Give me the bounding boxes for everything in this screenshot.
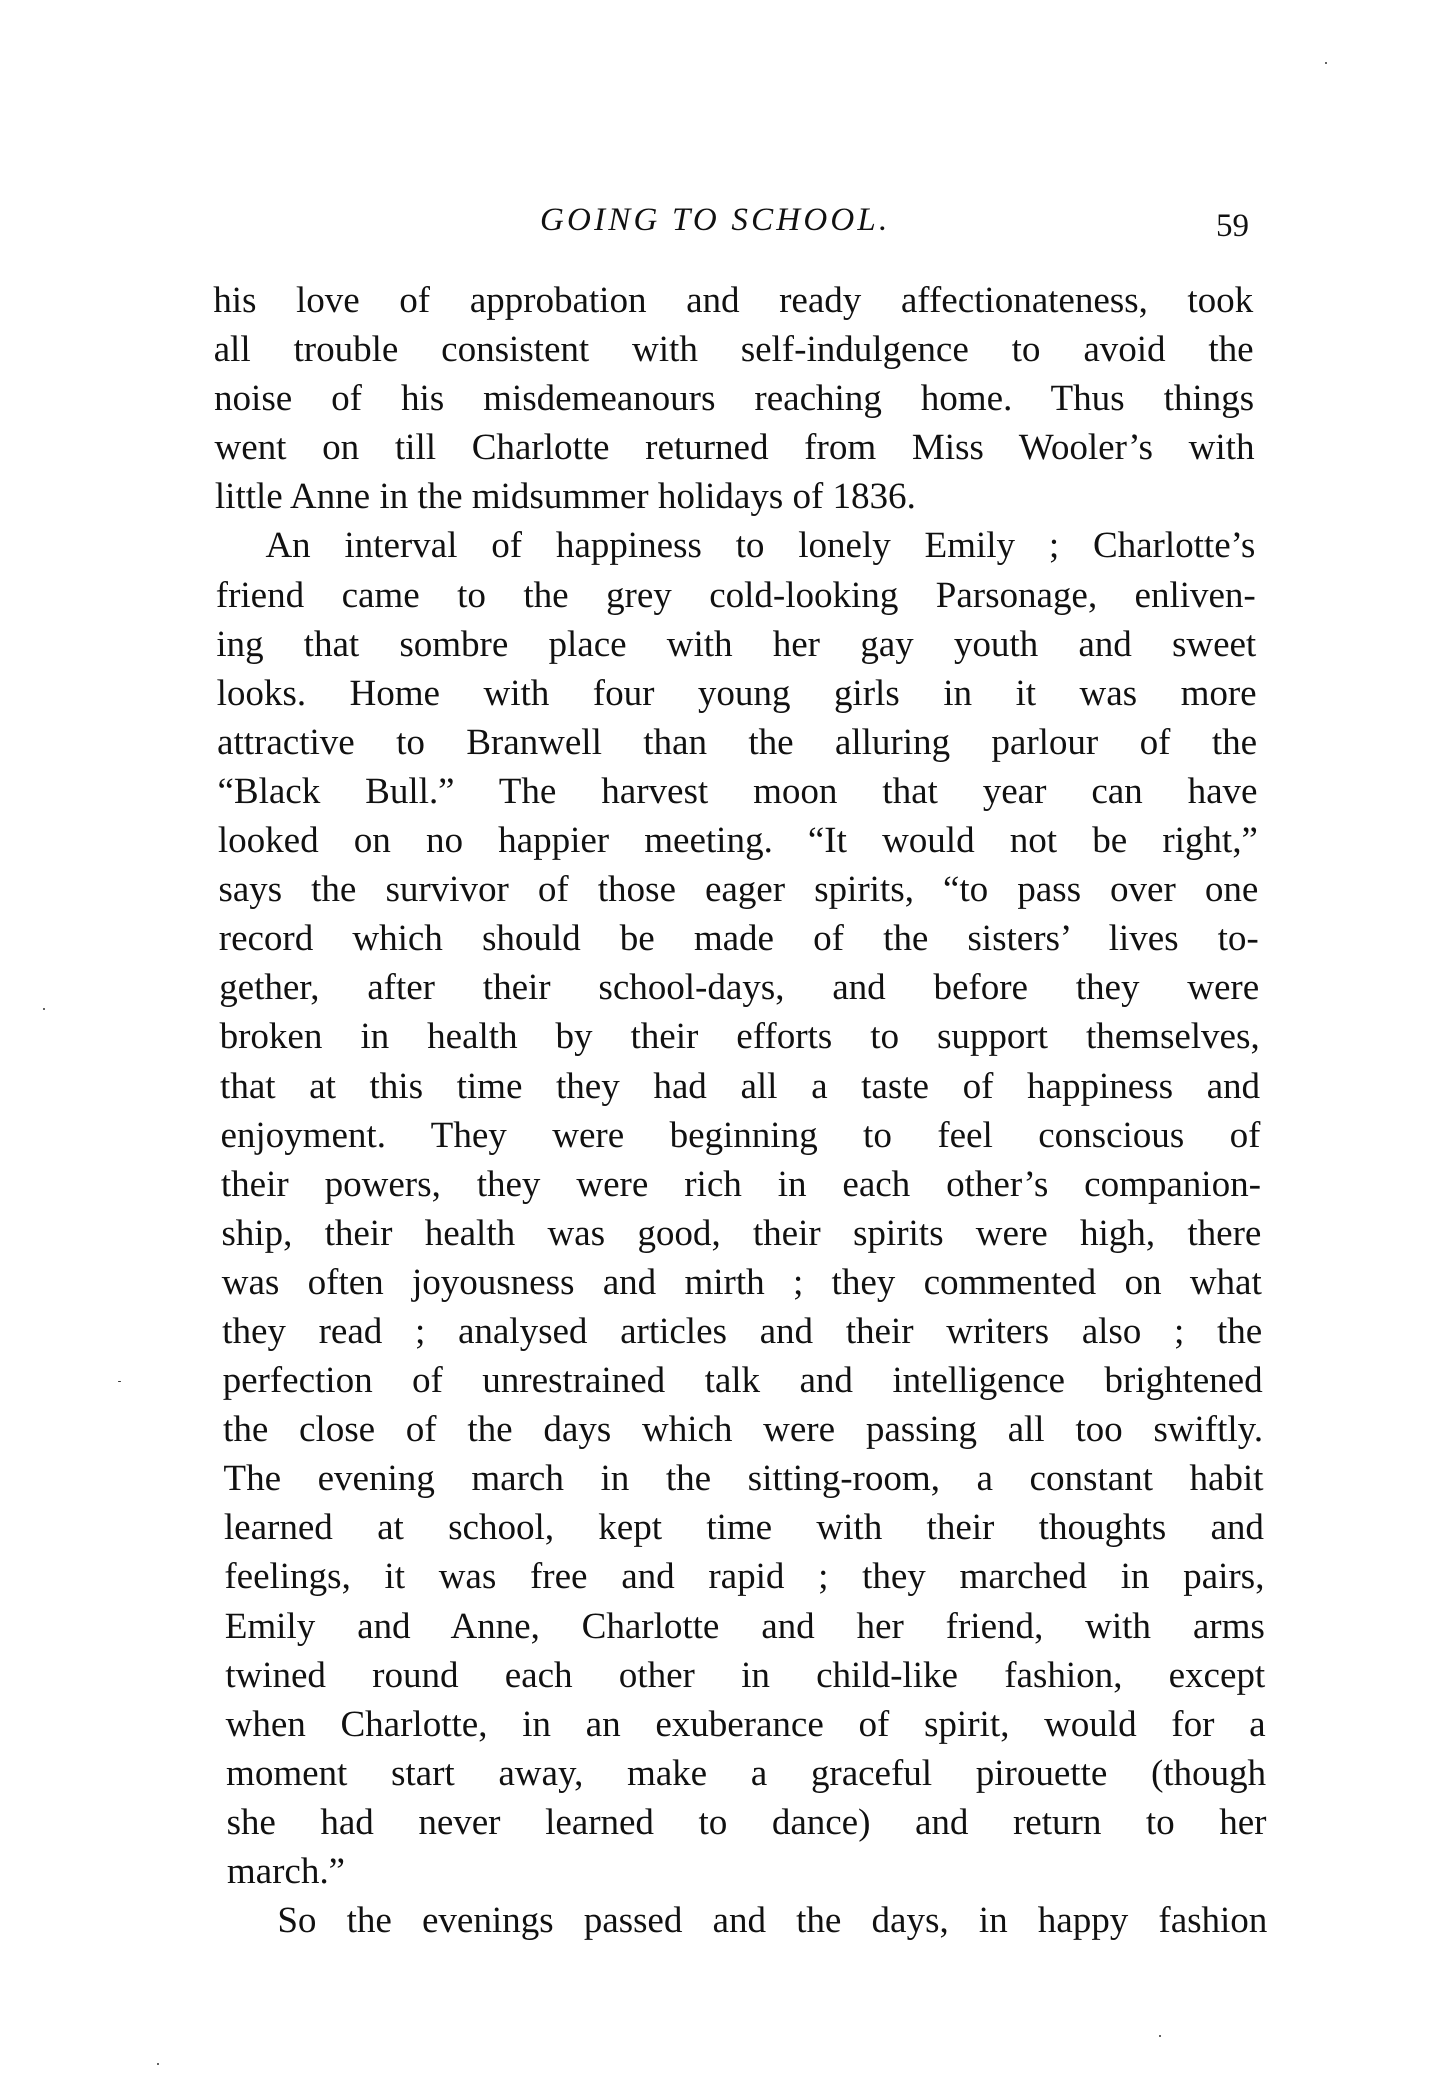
text-line: was often joyousness and mirth ; they commented on what [221,1261,1262,1303]
text-line: their powers, they were rich in each other’s companion- [220,1163,1262,1205]
body-text [213,276,1268,1945]
text-line: moment start away, make a graceful pirouette (though [225,1752,1267,1794]
text-line: broken in health by their efforts to support themselves, [219,1016,1260,1058]
text-line: when Charlotte, in an exuberance of spirit, would for a [225,1703,1266,1745]
scan-speck [118,1381,121,1382]
text-line: ship, their health was good, their spirits were high, there [221,1212,1262,1254]
scan-speck [1159,2035,1161,2037]
text-line: she had never learned to dance) and return to her [226,1801,1267,1843]
text-line: looked on no happier meeting. “It would not be right,” [217,820,1259,862]
text-line: The evening march in the sitting-room, a constant habit [223,1458,1264,1500]
text-line: “Black Bull.” The harvest moon that year can have [217,770,1258,812]
text-line: learned at school, kept time with their thoughts and [223,1507,1265,1549]
text-line: looks. Home with four young girls in it was more [216,672,1257,714]
text-line: ing that sombre place with her gay youth and sweet [216,623,1257,665]
text-line: they read ; analysed articles and their writers also ; the [222,1310,1263,1352]
text-line: went on till Charlotte returned from Miss Wooler’s with [214,427,1255,469]
paragraph-2 [215,521,1267,1896]
text-line: gether, after their school-days, and before they were [219,967,1260,1009]
text-line: march.” [226,1851,346,1892]
text-line: his love of approbation and ready affectionateness, took [213,280,1254,321]
text-line: all trouble consistent with self-indulgence to avoid the [213,329,1254,371]
text-line: little Anne in the midsummer holidays of 1836. [214,476,916,518]
text-line: record which should be made of the sisters’ lives to- [218,918,1259,960]
paragraph-3 [227,1896,1267,1945]
scan-speck [1325,62,1327,64]
text-line: perfection of unrestrained talk and intelligence brightened [222,1360,1263,1402]
text-line: feelings, it was free and rapid ; they marched in pairs, [224,1556,1265,1598]
text-line: that at this time they had all a taste of happiness and [219,1065,1261,1107]
text-line: the close of the days which were passing all too swiftly. [222,1409,1264,1451]
text-line: attractive to Branwell than the alluring parlour of the [216,721,1258,763]
scan-speck [157,2063,159,2065]
text-line: friend came to the grey cold-looking Parsonage, enliven- [215,574,1256,616]
text-line: Emily and Anne, Charlotte and her friend, with arms [224,1605,1265,1647]
text-line: twined round each other in child-like fashion, except [225,1654,1266,1696]
text-line: says the survivor of those eager spirits, “to pass over one [218,869,1259,911]
text-line: enjoyment. They were beginning to feel conscious of [220,1114,1261,1156]
text-line: An interval of happiness to lonely Emily ; Charlotte’s [265,525,1256,567]
text-line: So the evenings passed and the days, in happy fashion [277,1900,1268,1942]
text-line: noise of his misdemeanours reaching home. Thus things [213,378,1255,420]
page-number: 59 [1216,208,1249,244]
scan-speck [43,1008,45,1010]
paragraph-1 [213,276,1255,521]
running-head: GOING TO SCHOOL. [540,202,891,238]
